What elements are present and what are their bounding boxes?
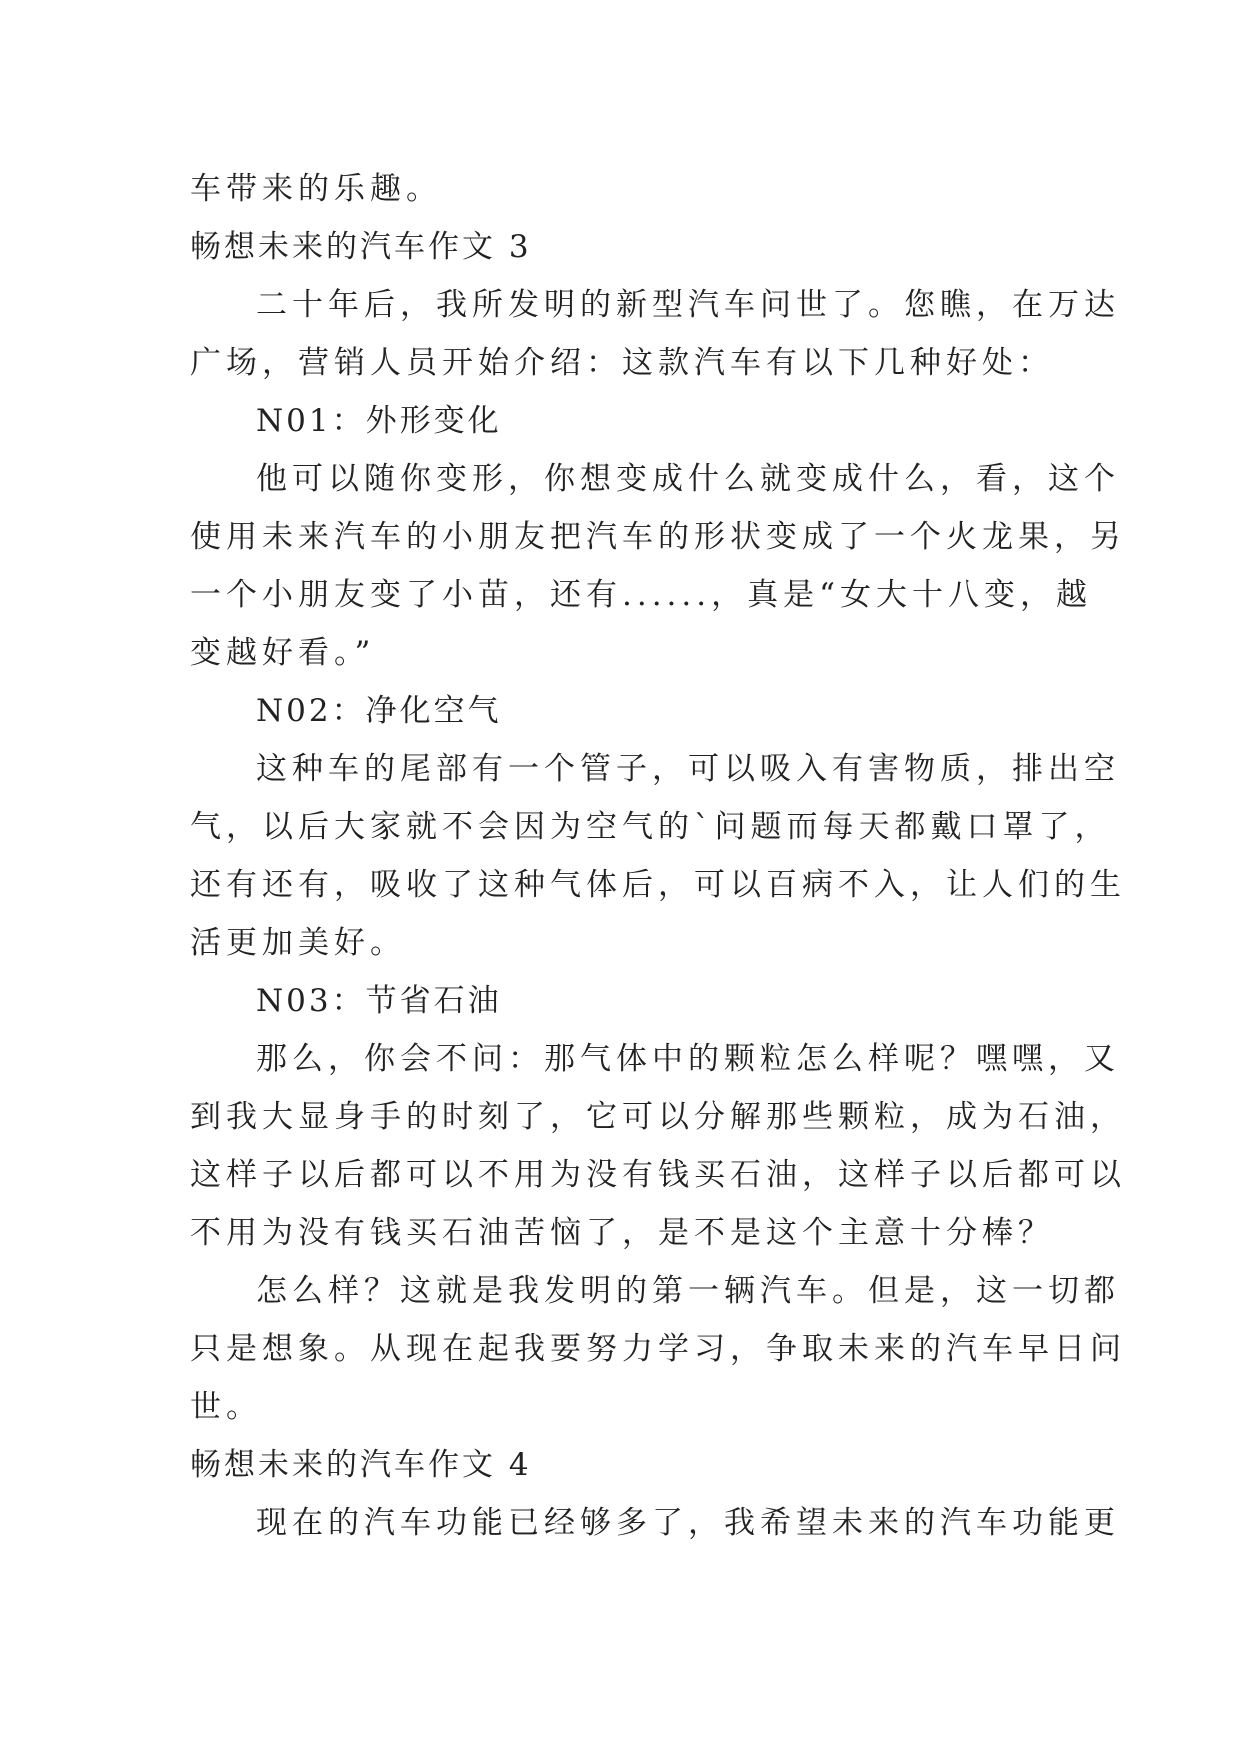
text-line-24: 现在的汽车功能已经够多了，我希望未来的汽车功能更 <box>256 1505 1120 1541</box>
text-line-16: 那么，你会不问：那气体中的颗粒怎么样呢？嘿嘿，又 <box>256 1041 1120 1077</box>
text-line-19: 不用为没有钱买石油苦恼了，是不是这个主意十分棒？ <box>190 1215 1054 1251</box>
section-heading-3: 畅想未来的汽车作文 3 <box>190 229 532 265</box>
text-line-11: 这种车的尾部有一个管子，可以吸入有害物质，排出空 <box>256 751 1120 787</box>
text-line-4: 广场，营销人员开始介绍：这款汽车有以下几种好处： <box>190 345 1054 381</box>
text-line-1: 车带来的乐趣。 <box>190 171 442 207</box>
text-line-13: 还有还有，吸收了这种气体后，可以百病不入，让人们的生 <box>190 867 1126 903</box>
text-line-18: 这样子以后都可以不用为没有钱买石油，这样子以后都可以 <box>190 1157 1126 1193</box>
text-line-9: 变越好看。” <box>190 635 376 671</box>
subheading-n03: N03：节省石油 <box>256 983 502 1019</box>
text-line-6: 他可以随你变形，你想变成什么就变成什么，看，这个 <box>256 461 1120 497</box>
text-line-14: 活更加美好。 <box>190 925 406 961</box>
text-line-8: 一个小朋友变了小苗，还有......，真是“女大十八变，越 <box>190 577 1092 613</box>
text-line-7: 使用未来汽车的小朋友把汽车的形状变成了一个火龙果，另 <box>190 519 1126 555</box>
text-line-22: 世。 <box>190 1389 262 1425</box>
subheading-n01: N01：外形变化 <box>256 403 502 439</box>
subheading-n02: N02：净化空气 <box>256 693 502 729</box>
text-line-12: 气，以后大家就不会因为空气的`问题而每天都戴口罩了， <box>190 809 1111 845</box>
section-heading-4: 畅想未来的汽车作文 4 <box>190 1447 532 1483</box>
text-line-20: 怎么样？这就是我发明的第一辆汽车。但是，这一切都 <box>256 1273 1120 1309</box>
text-line-3: 二十年后，我所发明的新型汽车问世了。您瞧，在万达 <box>256 287 1120 323</box>
document-page <box>190 160 1126 1552</box>
text-line-21: 只是想象。从现在起我要努力学习，争取未来的汽车早日问 <box>190 1331 1126 1367</box>
text-line-17: 到我大显身手的时刻了，它可以分解那些颗粒，成为石油， <box>190 1099 1126 1135</box>
